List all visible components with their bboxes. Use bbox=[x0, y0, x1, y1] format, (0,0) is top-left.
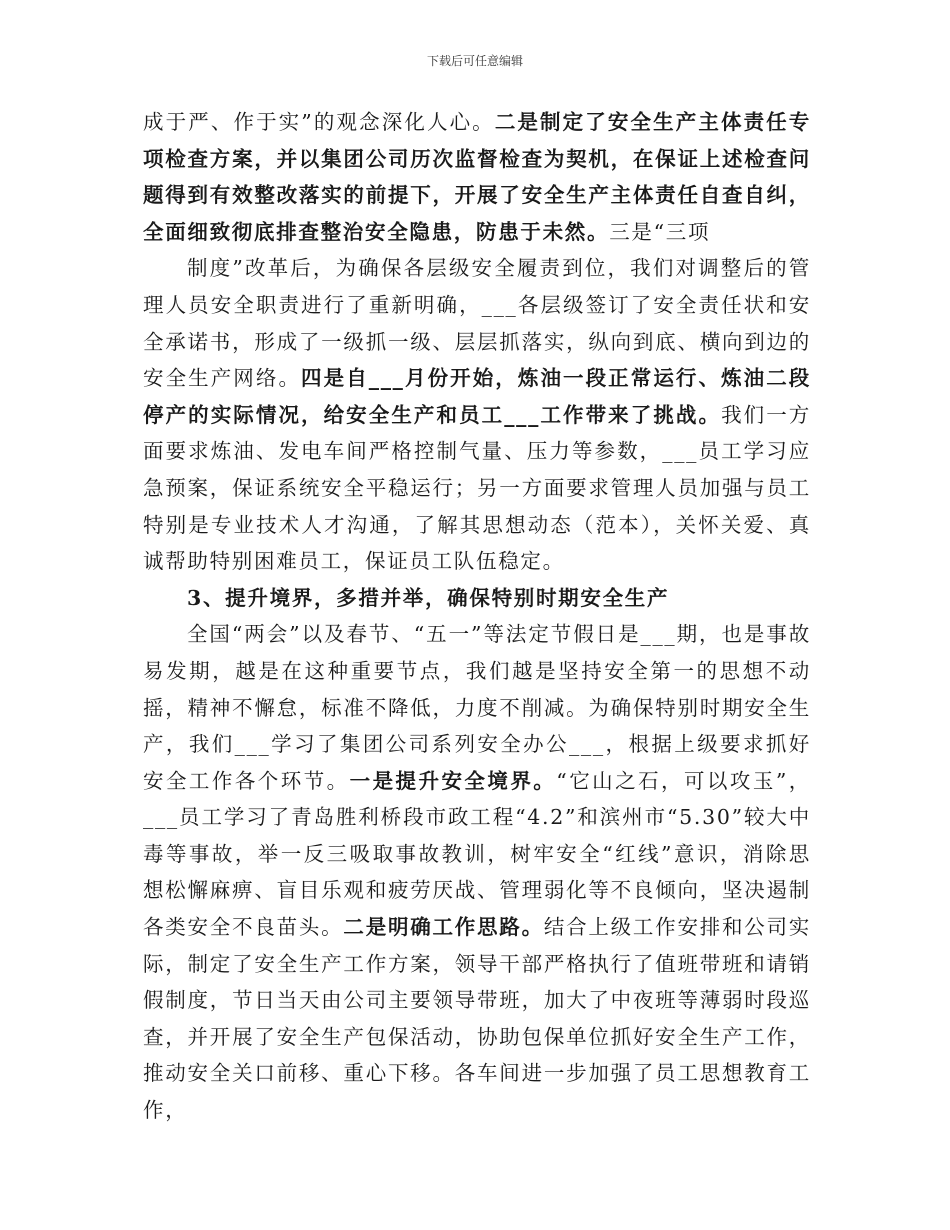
text-run: 制度”改革后，为确保各层级安全履责到位，我们对调整后的管理人员安全职责进行了重新明确，___各层级签订了安全责任状和安全承诺书，形成了一级抓一级、层层抓落实，纵向到底、横向到边的安全生产网络。 bbox=[143, 256, 811, 391]
text-run-bold: 二是明确工作思路。 bbox=[343, 915, 544, 940]
text-run: 我们一方面要求炼油、发电车间严格控制气量、压力等参数，___员工学习应急预案，保证系统安全平稳运行；另一方面要求管理人员加强与员工特别是专业技术人才沟通，了解其思想动态（范本），关怀关爱、真诚帮助特别困难员工，保证员工队伍稳定。 bbox=[143, 402, 811, 574]
text-run: 三是“三项 bbox=[609, 219, 711, 244]
document-body bbox=[143, 104, 811, 1129]
paragraph-1 bbox=[143, 104, 811, 250]
text-run: “它山之石，可以攻玉”，___员工学习了青岛胜利桥段市政工程“4.2”和滨州市“5.30”较大中毒等事故，举一反三吸取事故教训，树牢安全“红线”意识，消除思想松懈麻痹、盲目乐观和疲劳厌战、管理弱化等不良倾向，坚决遏制各类安全不良苗头。 bbox=[143, 768, 811, 940]
text-run-bold: 二是制定了安全生产主体责任专项检查方案，并以集团公司历次监督检查为契机，在保证上述检查问题得到有效整改落实的前提下，开展了安全生产主体责任自查自纠，全面细致彻底排查整治安全隐患，防患于未然。 bbox=[143, 110, 811, 244]
paragraph-2 bbox=[143, 250, 811, 579]
text-run: 全国“两会”以及春节、“五一”等法定节假日是___期，也是事故易发期，越是在这种重要节点，我们越是坚持安全第一的思想不动摇，精神不懈怠，标准不降低，力度不削减。为确保特别时期安全生产，我们___学习了集团公司系列安全办公___，根据上级要求抓好安全工作各个环节。 bbox=[143, 622, 811, 793]
section-heading bbox=[143, 580, 811, 617]
heading-text: 3、提升境界，多措并举，确保特别时期安全生产 bbox=[187, 585, 670, 610]
text-run: 结合上级工作安排和公司实际，制定了安全生产工作方案，领导干部严格执行了值班带班和请销假制度，节日当天由公司主要领导带班，加大了中夜班等薄弱时段巡查，并开展了安全生产包保活动，协助包保单位抓好安全生产工作，推动安全关口前移、重心下移。各车间进一步加强了员工思想教育工作， bbox=[143, 915, 811, 1123]
paragraph-3 bbox=[143, 616, 811, 1128]
text-run: 成于严、作于实”的观念深化人心。 bbox=[143, 110, 495, 134]
page-header: 下载后可任意编辑 bbox=[426, 54, 523, 68]
text-run-bold: 一是提升安全境界。 bbox=[349, 768, 557, 793]
text-run-bold: 四是自___月份开始，炼油一段正常运行、炼油二段停产的实际情况，给安全生产和员工___工作带来了挑战。 bbox=[143, 366, 811, 427]
